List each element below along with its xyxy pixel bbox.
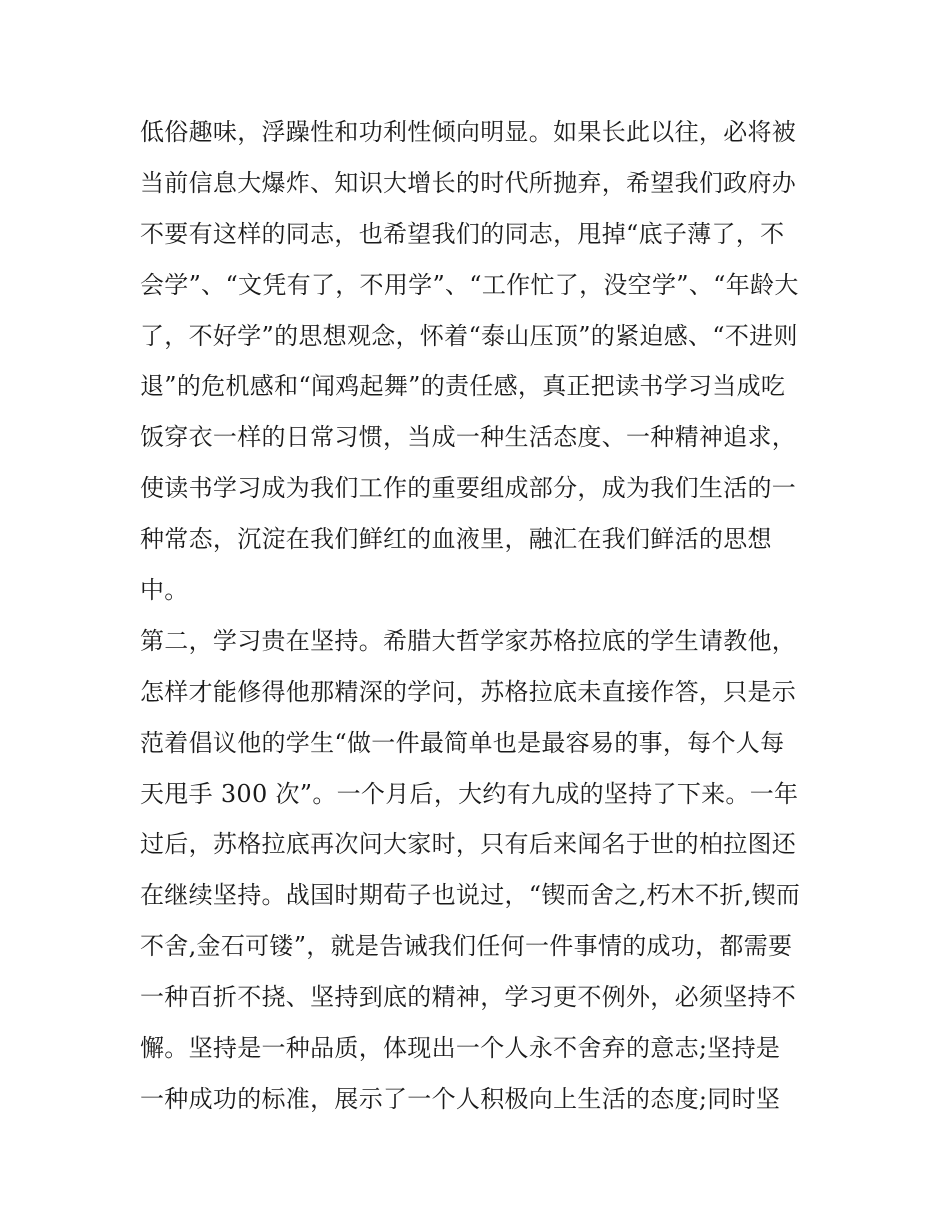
text-line: 饭穿衣一样的日常习惯，当成一种生活态度、一种精神追求，: [140, 423, 797, 452]
text-line: 会学”、“文凭有了，不用学”、“工作忙了，没空学”、“年龄大: [140, 270, 799, 299]
text-line: 不要有这样的同志，也希望我们的同志，甩掉“底子薄了，不: [140, 219, 785, 248]
text-line: 退”的危机感和“闻鸡起舞”的责任感，真正把读书学习当成吃: [140, 372, 786, 401]
text-line: 一种百折不挠、坚持到底的精神，学习更不例外，必须坚持不: [140, 983, 797, 1012]
text-line: 过后，苏格拉底再次问大家时，只有后来闻名于世的柏拉图还: [140, 830, 797, 859]
text-line: 在继续坚持。战国时期荀子也说过，“锲而舍之,朽木不折,锲而: [140, 881, 801, 910]
body-text: [140, 107, 830, 1125]
text-line: 当前信息大爆炸、知识大增长的时代所抛弃，希望我们政府办: [140, 168, 797, 197]
text-line: 懈。坚持是一种品质，体现出一个人永不舍弃的意志;坚持是: [140, 1034, 781, 1063]
text-line: 低俗趣味，浮躁性和功利性倾向明显。如果长此以往，必将被: [140, 118, 797, 146]
text-line: 第二，学习贵在坚持。希腊大哲学家苏格拉底的学生请教他，: [140, 626, 797, 655]
text-line: 一种成功的标准，展示了一个人积极向上生活的态度;同时坚: [140, 1084, 781, 1113]
text-line: 天甩手 300 次”。一个月后，大约有九成的坚持了下来。一年: [140, 779, 799, 808]
text-line: 怎样才能修得他那精深的学问，苏格拉底未直接作答，只是示: [140, 677, 797, 706]
text-line: 范着倡议他的学生“做一件最简单也是最容易的事，每个人每: [140, 728, 785, 757]
text-line: 种常态，沉淀在我们鲜红的血液里，融汇在我们鲜活的思想: [140, 525, 772, 554]
text-line: 了，不好学”的思想观念，怀着“泰山压顶”的紧迫感、“不进则: [140, 321, 798, 350]
text-line: 不舍,金石可镂”，就是告诫我们任何一件事情的成功，都需要: [140, 932, 793, 961]
text-line: 中。: [140, 576, 189, 605]
text-line: 使读书学习成为我们工作的重要组成部分，成为我们生活的一: [140, 474, 797, 503]
